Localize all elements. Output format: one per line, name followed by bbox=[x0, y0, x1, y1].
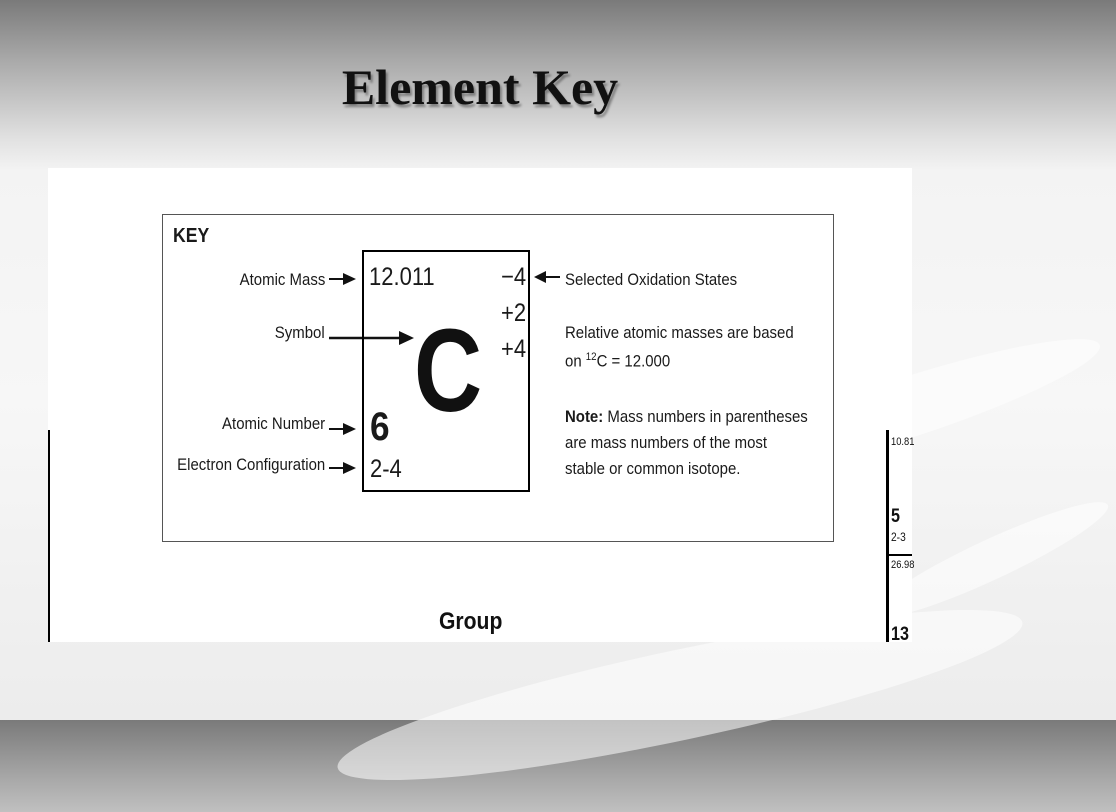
element-symbol: C bbox=[414, 305, 483, 437]
fragment-cell-1-number: 5 bbox=[891, 506, 900, 527]
note-line-2: are mass numbers of the most bbox=[565, 433, 768, 452]
cell-oxidation-state-1: −4 bbox=[501, 263, 527, 291]
periodic-table-cell-divider bbox=[886, 554, 912, 556]
slide-title: Element Key bbox=[341, 59, 619, 115]
key-box bbox=[162, 214, 834, 542]
electron-configuration-arrow-icon bbox=[329, 461, 357, 475]
periodic-table-left-border bbox=[48, 430, 50, 642]
relative-mass-line-2 bbox=[565, 351, 670, 372]
key-heading: KEY bbox=[173, 225, 210, 247]
symbol-label: Symbol bbox=[275, 323, 325, 342]
note-prefix: Note: bbox=[565, 407, 604, 426]
atomic-number-label: Atomic Number bbox=[221, 414, 325, 433]
note-line-1-text: Mass numbers in parentheses bbox=[603, 407, 808, 426]
element-key-figure bbox=[48, 168, 915, 645]
periodic-table-right-border bbox=[886, 430, 889, 642]
fragment-cell-2-number: 13 bbox=[891, 624, 909, 645]
relative-mass-line-1: Relative atomic masses are based bbox=[565, 323, 794, 342]
oxidation-states-arrow-icon bbox=[534, 270, 560, 284]
cell-atomic-mass: 12.011 bbox=[369, 263, 435, 291]
atomic-number-arrow-icon bbox=[329, 422, 357, 436]
note-line-3: stable or common isotope. bbox=[565, 459, 741, 478]
atomic-mass-label: Atomic Mass bbox=[239, 270, 325, 289]
cell-oxidation-state-3: +4 bbox=[501, 335, 527, 363]
fragment-cell-1-config: 2-3 bbox=[891, 530, 906, 544]
relative-mass-superscript: 12 bbox=[585, 351, 597, 363]
fragment-cell-1-mass: 10.81 bbox=[891, 436, 915, 448]
electron-configuration-label: Electron Configuration bbox=[176, 455, 325, 474]
note-line-1 bbox=[565, 407, 808, 427]
group-label: Group bbox=[439, 608, 503, 635]
cell-atomic-number: 6 bbox=[370, 405, 390, 449]
cell-electron-configuration: 2-4 bbox=[370, 455, 402, 483]
cell-oxidation-state-2: +2 bbox=[501, 299, 527, 327]
relative-mass-value: C = 12.000 bbox=[596, 351, 671, 371]
oxidation-states-label: Selected Oxidation States bbox=[565, 270, 738, 289]
atomic-mass-arrow-icon bbox=[329, 272, 357, 286]
fragment-cell-2-mass: 26.98 bbox=[891, 559, 915, 571]
relative-mass-prefix: on bbox=[565, 351, 586, 371]
